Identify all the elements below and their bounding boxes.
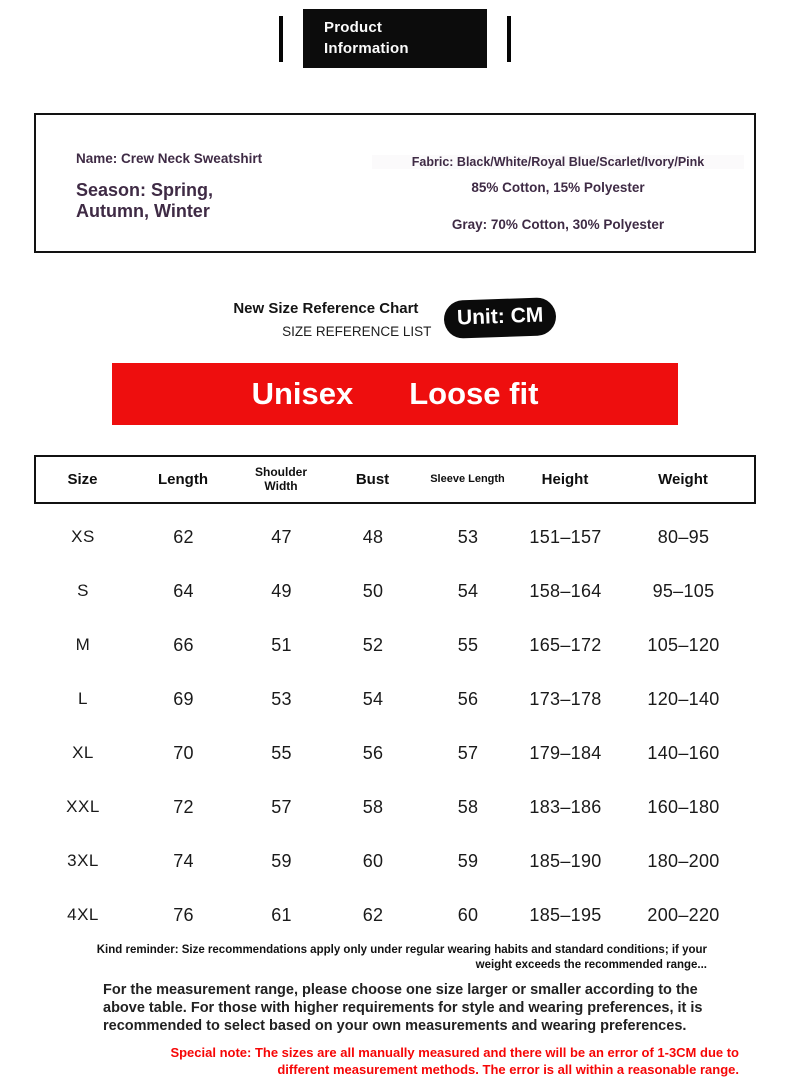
- kind-reminder-note: Kind reminder: Size recommendations apply only under regular wearing habits and standard conditions; if your weight exceeds the recommended range...: [96, 944, 707, 971]
- size-value: 49: [271, 580, 292, 601]
- size-value: 53: [457, 526, 479, 547]
- size-row-M: [37, 618, 754, 672]
- season-line1: Season: Spring,: [76, 180, 214, 200]
- size-reference-titles: [233, 300, 431, 339]
- size-row-4XL: [37, 888, 754, 942]
- size-label: L: [78, 689, 88, 708]
- size-value: 70: [173, 742, 194, 763]
- size-value: 173–178: [529, 688, 602, 709]
- size-chart-table: [34, 455, 756, 942]
- size-value: 54: [457, 580, 479, 601]
- product-season: [76, 180, 372, 222]
- size-value: 55: [457, 634, 479, 655]
- size-label: XS: [71, 527, 95, 546]
- size-value: 50: [362, 580, 384, 601]
- size-table-header: [34, 455, 756, 504]
- product-name: Name: Crew Neck Sweatshirt: [76, 151, 263, 166]
- size-value: 200–220: [647, 904, 720, 925]
- size-value: 80–95: [657, 526, 710, 547]
- size-value: 69: [173, 688, 194, 709]
- size-chart-subtitle: SIZE REFERENCE LIST: [282, 324, 432, 339]
- size-row-XXL: [37, 780, 754, 834]
- size-value: 95–105: [652, 580, 715, 601]
- size-value: 58: [362, 796, 384, 817]
- size-value: 62: [173, 526, 194, 547]
- header-length: Length: [158, 471, 208, 488]
- page-header: [0, 9, 790, 68]
- size-row-S: [37, 564, 754, 618]
- banner-unisex-label: Unisex: [251, 376, 354, 411]
- size-value: 56: [457, 688, 479, 709]
- product-info-box: [34, 113, 756, 253]
- size-value: 140–160: [647, 742, 720, 763]
- size-value: 54: [362, 688, 384, 709]
- product-information-badge: [303, 9, 487, 68]
- product-info-left: [36, 115, 372, 251]
- badge-line2: Information: [324, 39, 409, 57]
- size-value: 105–120: [647, 634, 720, 655]
- size-row-3XL: [37, 834, 754, 888]
- size-value: 64: [173, 580, 194, 601]
- size-value: 160–180: [647, 796, 720, 817]
- season-line2: Autumn, Winter: [76, 201, 210, 222]
- size-label: S: [77, 581, 89, 600]
- size-value: 56: [362, 742, 384, 763]
- size-value: 180–200: [647, 850, 720, 871]
- size-label: 3XL: [67, 851, 99, 870]
- size-chart-title: New Size Reference Chart: [233, 300, 419, 317]
- size-value: 51: [271, 634, 292, 655]
- fit-banner: [112, 363, 678, 425]
- product-info-right: [372, 115, 754, 251]
- header-bust: Bust: [355, 471, 390, 488]
- size-value: 183–186: [529, 796, 602, 817]
- size-value: 60: [457, 904, 479, 925]
- size-value: 72: [173, 796, 194, 817]
- size-value: 52: [362, 634, 384, 655]
- size-value: 165–172: [529, 634, 602, 655]
- size-label: XXL: [66, 797, 100, 816]
- special-note: Special note: The sizes are all manually measured and there will be an error of 1-3CM due to different measurement methods. The error is all within a reasonable range.: [170, 1044, 739, 1077]
- header-height: Height: [541, 471, 589, 488]
- size-label: 4XL: [67, 905, 99, 924]
- size-value: 179–184: [529, 742, 602, 763]
- size-value: 60: [362, 850, 384, 871]
- size-value: 58: [457, 796, 479, 817]
- size-row-XS: [37, 510, 754, 564]
- size-value: 185–195: [529, 904, 602, 925]
- left-divider-bar: [279, 16, 283, 62]
- size-value: 120–140: [647, 688, 720, 709]
- right-divider-bar: [507, 16, 511, 62]
- size-value: 74: [173, 850, 194, 871]
- header-size: Size: [67, 471, 98, 488]
- size-label: XL: [72, 743, 94, 762]
- size-value: 66: [173, 634, 194, 655]
- size-value: 59: [457, 850, 479, 871]
- header-weight: Weight: [658, 471, 708, 488]
- size-value: 53: [271, 688, 292, 709]
- size-label: M: [75, 635, 91, 654]
- header-sleeve-length: Sleeve Length: [430, 473, 505, 486]
- size-value: 185–190: [529, 850, 602, 871]
- size-value: 57: [271, 796, 292, 817]
- size-value: 57: [457, 742, 479, 763]
- size-reference-header: [0, 300, 790, 339]
- size-row-L: [37, 672, 754, 726]
- badge-line1: Product: [324, 19, 383, 37]
- size-value: 48: [362, 526, 384, 547]
- product-fabric: Fabric: Black/White/Royal Blue/Scarlet/Ivory/Pink: [372, 155, 744, 169]
- product-gray-composition: Gray: 70% Cotton, 30% Polyester: [451, 217, 665, 232]
- size-table-rows: [34, 504, 756, 942]
- size-value: 158–164: [529, 580, 602, 601]
- size-value: 59: [271, 850, 292, 871]
- size-row-XL: [37, 726, 754, 780]
- size-value: 151–157: [529, 526, 602, 547]
- size-value: 61: [271, 904, 292, 925]
- size-value: 62: [362, 904, 384, 925]
- size-value: 76: [173, 904, 194, 925]
- header-shoulder-width: Shoulder Width: [254, 465, 307, 493]
- size-value: 47: [271, 526, 292, 547]
- unit-cm-badge: Unit: CM: [444, 297, 558, 339]
- banner-loose-fit-label: Loose fit: [409, 376, 539, 411]
- product-composition: 85% Cotton, 15% Polyester: [471, 180, 645, 195]
- measurement-range-note: For the measurement range, please choose one size larger or smaller according to the above table. For those with higher requirements for style and wearing preferences, it is recommended to select based on your own measurements and wearing preferences.: [103, 981, 703, 1034]
- size-value: 55: [271, 742, 292, 763]
